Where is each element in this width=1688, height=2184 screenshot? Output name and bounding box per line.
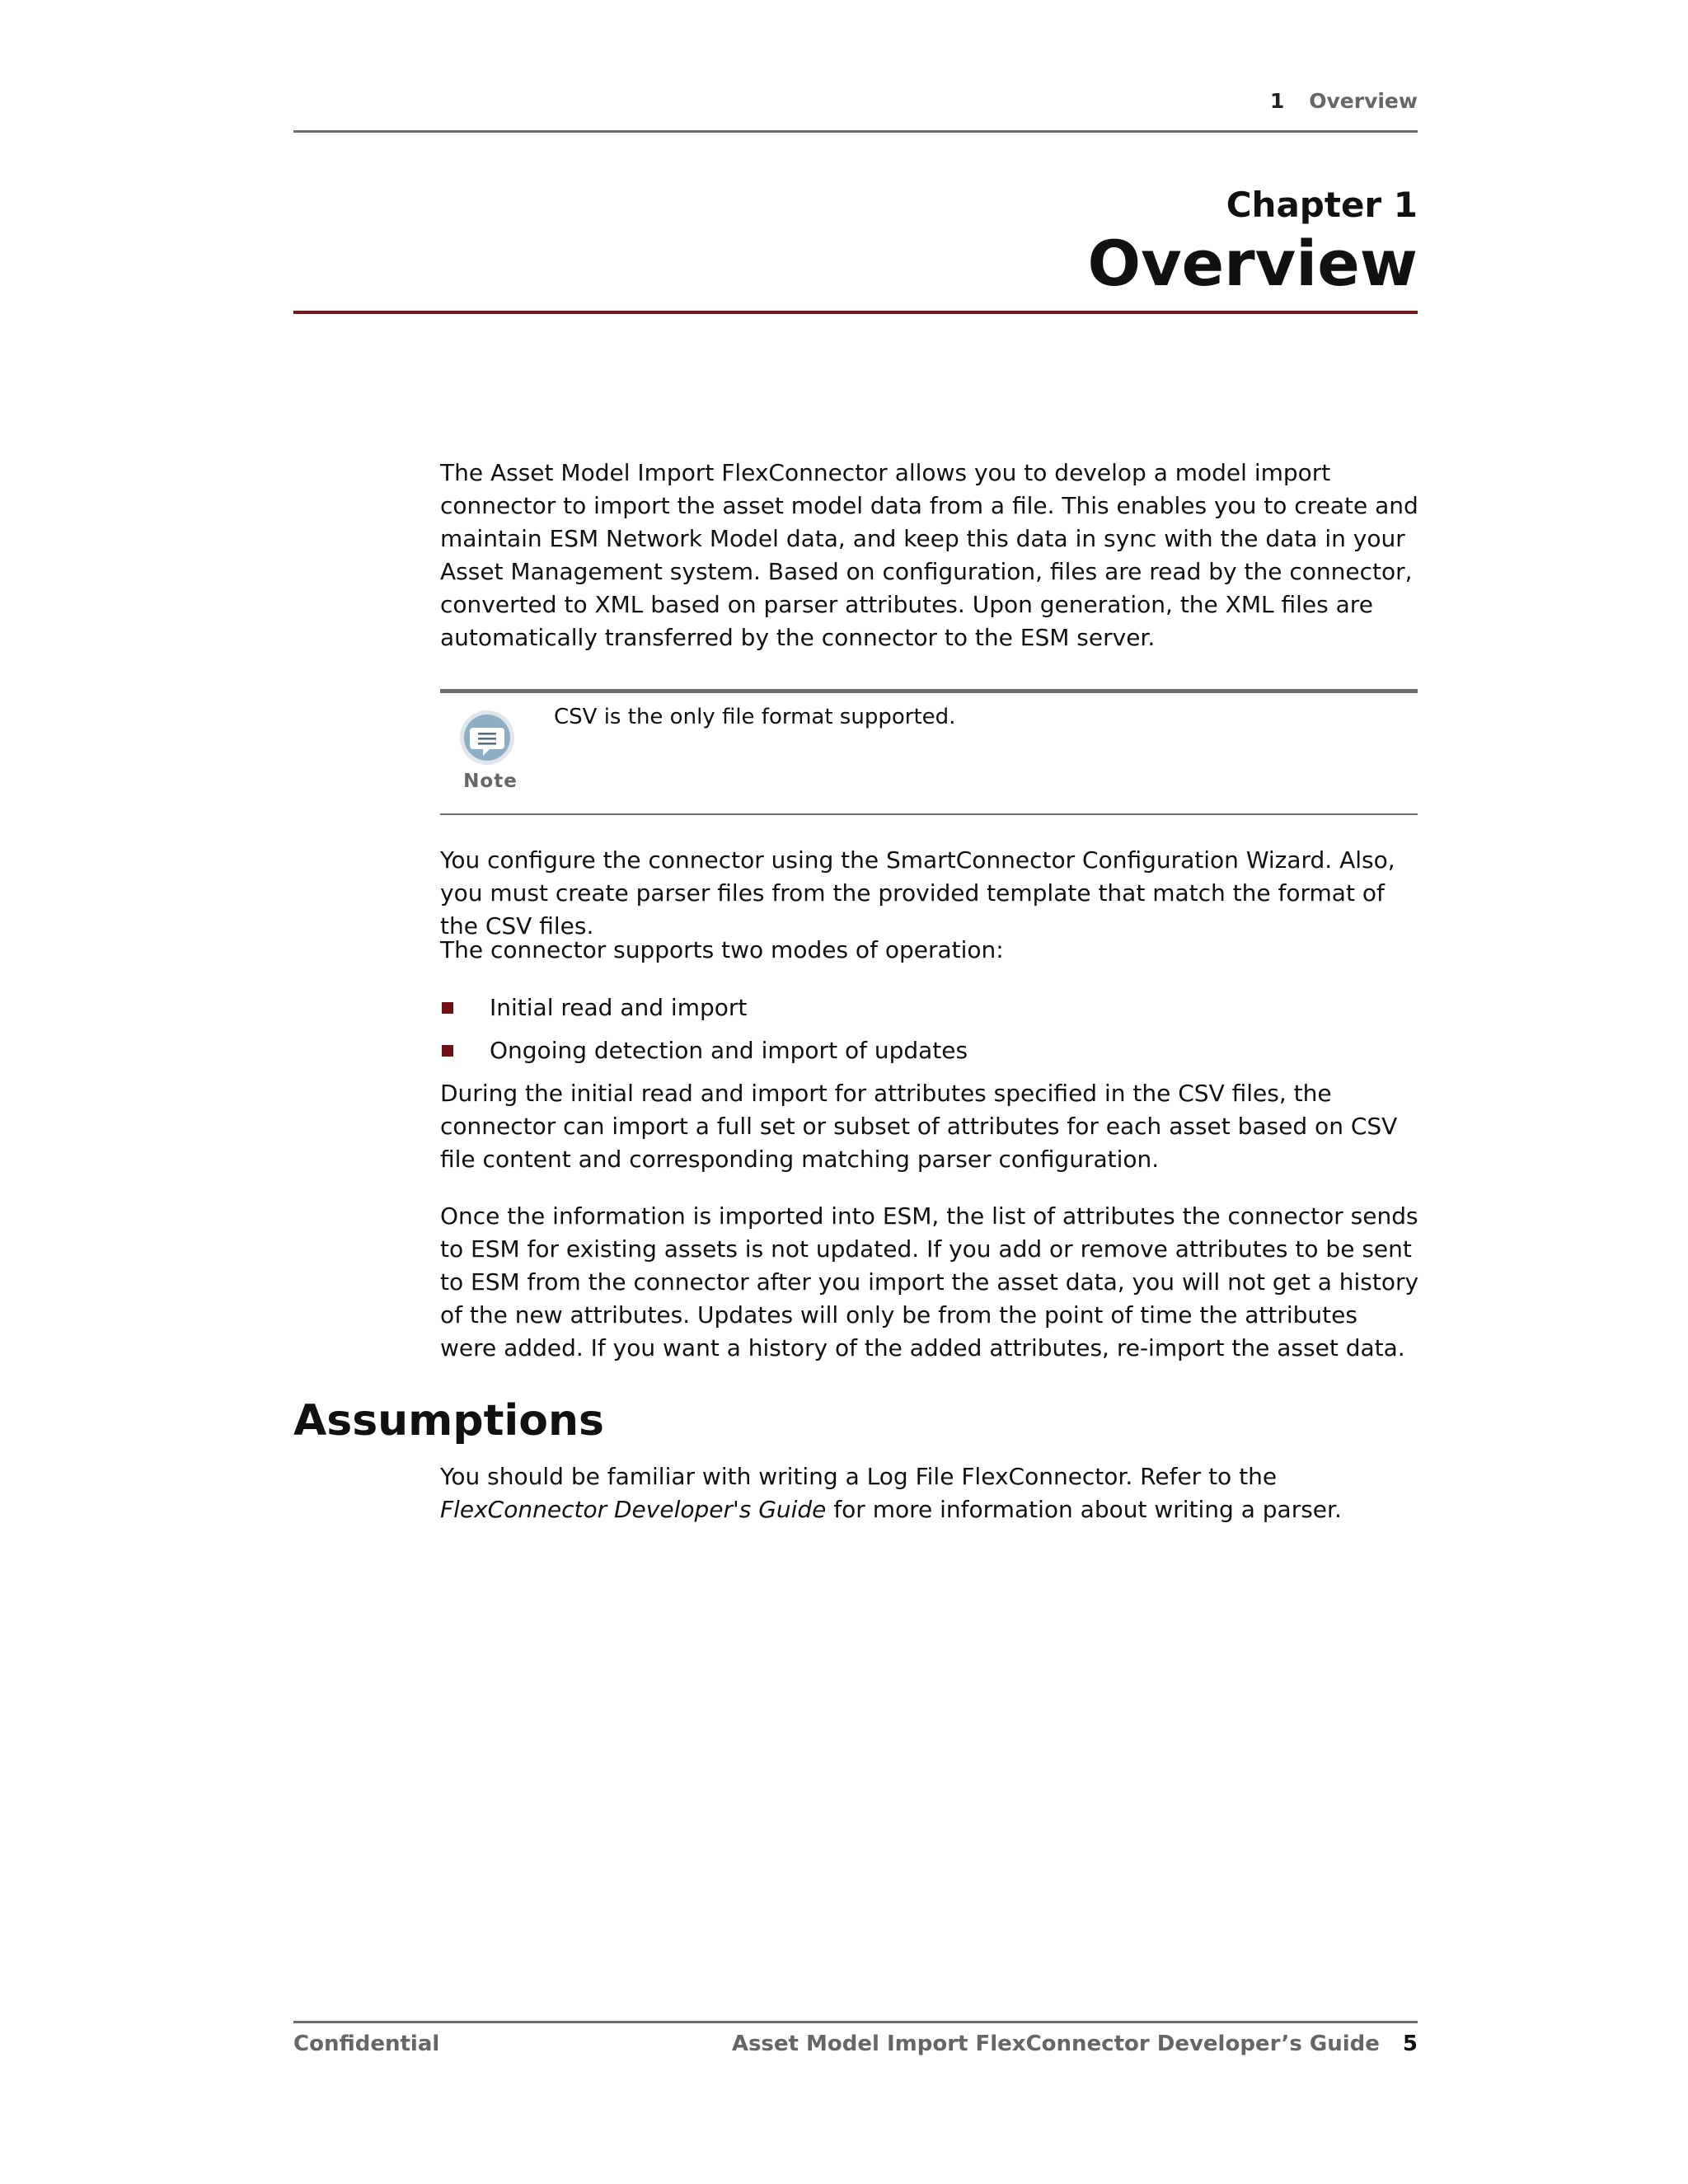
footer-right: [732, 2032, 1418, 2056]
header-chapter-title: Overview: [1309, 89, 1418, 113]
section-heading-assumptions: Assumptions: [293, 1396, 604, 1446]
list-item: [440, 1034, 1421, 1077]
chapter-title-block: [293, 183, 1418, 314]
initial-read-paragraph: [440, 1077, 1421, 1176]
configuration-text: You configure the connector using the SmartConnector Configuration Wizard. Also, you must create parser files from the provided template that match the format of the CSV files.: [440, 846, 1395, 940]
note-box: [440, 689, 1418, 815]
intro-paragraph: [440, 457, 1421, 654]
list-item-text: Initial read and import: [490, 994, 748, 1021]
intro-text: The Asset Model Import FlexConnector allows you to develop a model import connector to import the asset model data from a file. This enables you to create and maintain ESM Network Model data, and keep this data in sync with the data in your Asset Management system. Based on configuration, files are read by the connector, converted to XML based on parser attributes. Upon generation, the XML files are automatically transferred by the connector to the ESM server.: [440, 459, 1418, 651]
assumptions-text: [440, 1460, 1421, 1526]
assumptions-text-before: You should be familiar with writing a Log File FlexConnector. Refer to the: [440, 1463, 1278, 1490]
assumptions-text-after: for more information about writing a parser.: [826, 1496, 1342, 1523]
note-icon-group: [455, 710, 526, 792]
list-item-text: Ongoing detection and import of updates: [490, 1037, 968, 1064]
square-bullet-icon: [442, 1045, 453, 1057]
chapter-label: Chapter 1: [1226, 185, 1418, 225]
updates-paragraph: [440, 1200, 1421, 1365]
square-bullet-icon: [442, 1002, 453, 1014]
chapter-title: Overview: [1087, 227, 1418, 300]
footer-guide-name: Asset Model Import FlexConnector Developer’s Guide: [731, 2032, 1380, 2056]
modes-intro-text: The connector supports two modes of operation:: [440, 936, 1004, 963]
initial-read-text: During the initial read and import for attributes specified in the CSV files, the connector can import a full set or subset of attributes for each asset based on CSV file content and corresponding matching parser configuration.: [440, 1080, 1398, 1173]
modes-intro-paragraph: [440, 934, 1421, 967]
running-header: [293, 89, 1418, 133]
footer-confidential: Confidential: [293, 2032, 440, 2056]
page-number: 5: [1402, 2032, 1418, 2056]
note-label: Note: [463, 771, 518, 792]
updates-text: Once the information is imported into ESM, the list of attributes the connector sends to ESM for existing assets is not updated. If you add or remove attributes to be sent to ESM from the connector after you import the asset data, you will not get a history of the new attributes. Updates will only be from the point of time the attributes were added. If you want a history of the added attributes, re-import the asset data.: [440, 1202, 1419, 1361]
page-footer: [293, 2021, 1418, 2056]
assumptions-paragraph: [440, 1460, 1421, 1526]
speech-bubble-icon: [455, 710, 519, 771]
list-item: [440, 991, 1421, 1034]
header-chapter-number: 1: [1269, 89, 1285, 113]
guide-title-reference: FlexConnector Developer's Guide: [440, 1496, 827, 1523]
modes-list: [440, 991, 1421, 1077]
note-text: CSV is the only file format supported.: [554, 705, 956, 729]
configuration-paragraph: [440, 844, 1421, 943]
